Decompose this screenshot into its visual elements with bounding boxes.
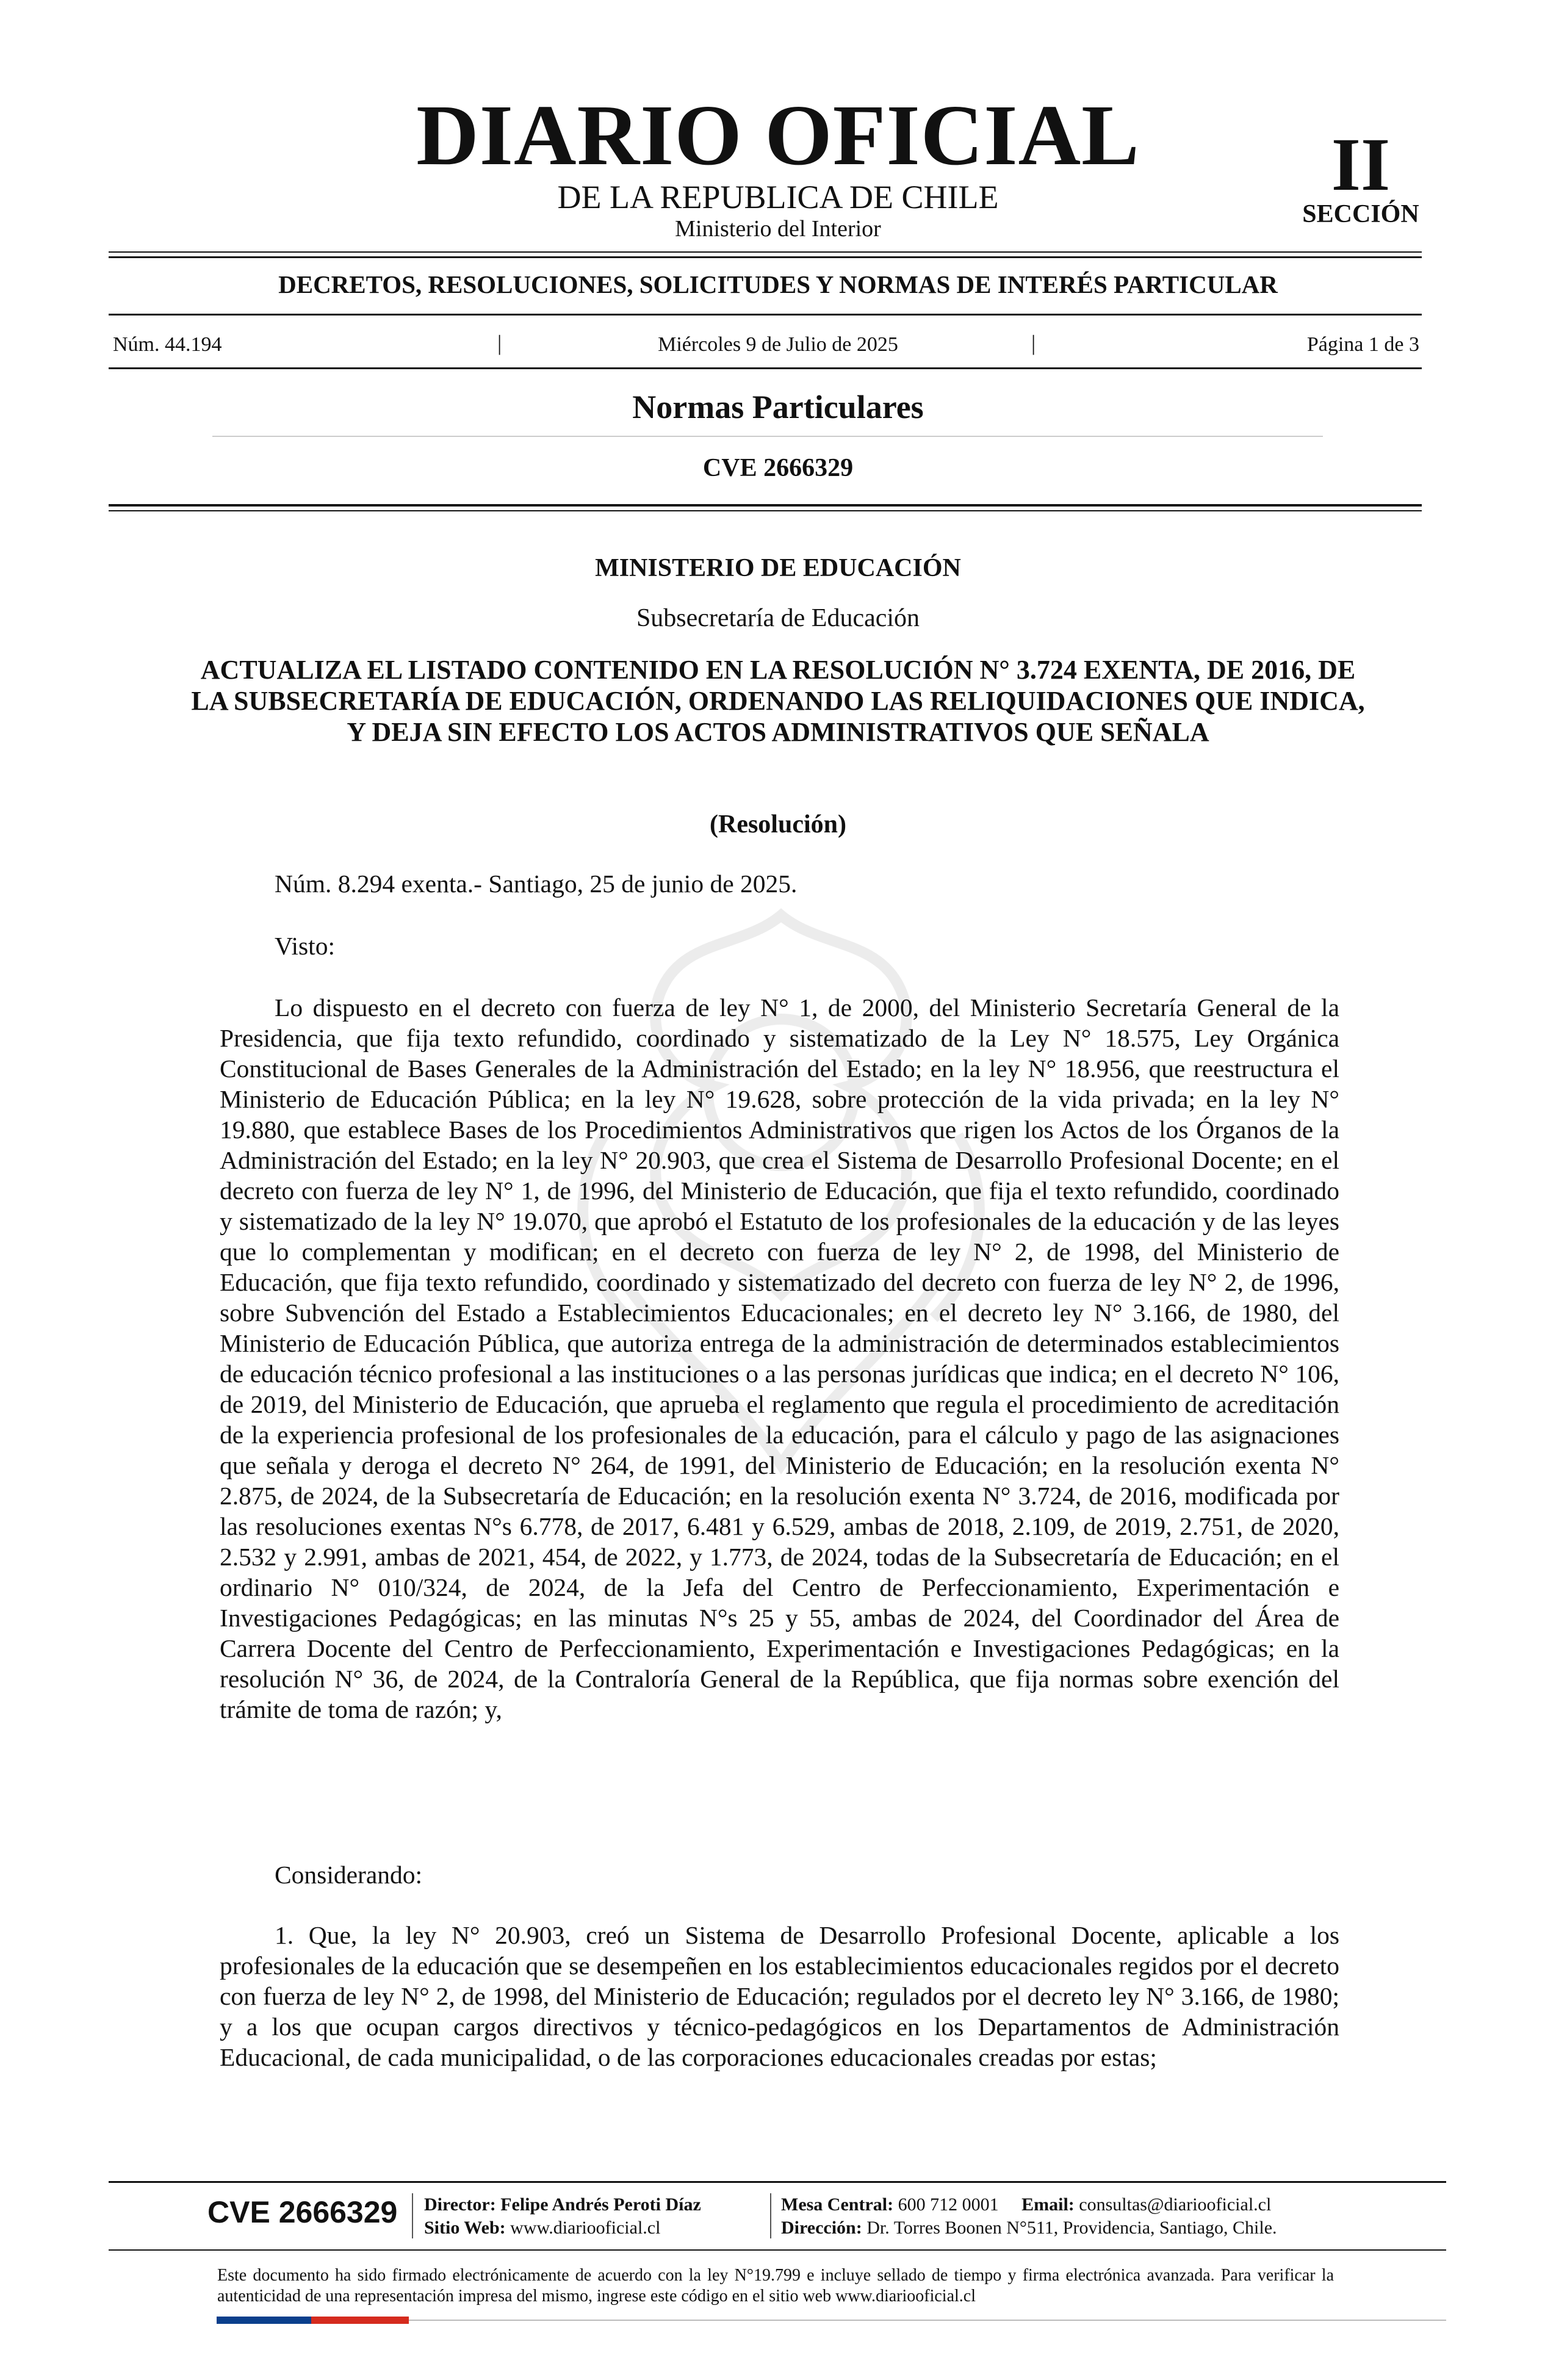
footer-address (781, 2216, 1277, 2240)
issue-separator: | (497, 331, 502, 355)
issue-rule (109, 367, 1422, 369)
normas-title: Normas Particulares (632, 389, 924, 425)
subsecretaria: Subsecretaría de Educación (636, 604, 920, 632)
footer-mesa-label: Mesa Central: (781, 2194, 894, 2215)
footer-director-name: Felipe Andrés Peroti Díaz (500, 2194, 701, 2215)
issue-number: Núm. 44.194 (113, 333, 222, 356)
normas-divider (212, 436, 1323, 437)
footer-separator (770, 2193, 771, 2238)
footer-website (424, 2216, 660, 2240)
footer-director (424, 2193, 701, 2216)
flag-stripe-blue (217, 2317, 311, 2324)
footer-address-value: Dr. Torres Boonen N°511, Providencia, Santiago, Chile. (866, 2218, 1277, 2238)
footer-mesa-value: 600 712 0001 (898, 2194, 999, 2215)
considerando-label: Considerando: (275, 1861, 423, 1889)
footer-website-label: Sitio Web: (424, 2218, 506, 2238)
footer-contact (781, 2193, 1271, 2216)
masthead-ministry: Ministerio del Interior (675, 216, 881, 242)
page-indicator: Página 1 de 3 (1306, 333, 1419, 356)
visto-paragraph: Lo dispuesto en el decreto con fuerza de ley N° 1, de 2000, del Ministerio Secretaría General de la Presidencia, que fija texto refundido, coordinado y sistematizado de la Ley N° 18.575, Ley Orgánica Constitucional de Bases Generales de la Administración del Estado; en la ley N° 18.956, que reestructura el Ministerio de Educación Pública; en la ley N° 19.628, sobre protección de la vida privada; en la ley N° 19.880, que establece Bases de los Procedimientos Administrativos que rigen los Actos de los Órganos de la Administración del Estado; en la ley N° 20.903, que crea el Sistema de Desarrollo Profesional Docente; en el decreto con fuerza de ley N° 1, de 1996, del Ministerio de Educación, que fija el texto refundido, coordinado y sistematizado de la ley N° 19.070, que aprobó el Estatuto de los profesionales de la educación y de las leyes que lo complementan y modifican; en el decreto con fuerza de ley N° 2, de 1998, del Ministerio de Educación, que fija texto refundido, coordinado y sistematizado del decreto con fuerza de ley N° 2, de 1996, sobre Subvención del Estado a Establecimientos Educacionales; en el decreto ley N° 3.166, de 1980, del Ministerio de Educación Pública, que autoriza entrega de la administración de determinados establecimientos de educación técnico profesional a las instituciones o a las personas jurídicas que indica; en el decreto N° 106, de 2019, del Ministerio de Educación, que aprueba el reglamento que regula el procedimiento de acreditación de la experiencia profesional de los profesionales de la educación, para el cálculo y pago de las asignaciones que señala y deroga el decreto N° 264, de 1991, del Ministerio de Educación; en la resolución exenta N° 2.875, de 2024, de la Subsecretaría de Educación; en la resolución exenta N° 3.724, de 2016, modificada por las resoluciones exentas N°s 6.778, de 2017, 6.481 y 6.529, ambas de 2018, 2.109, de 2019, 2.751, de 2020, 2.532 y 2.991, ambas de 2021, 454, de 2022, y 1.773, de 2024, todas de la Subsecretaría de Educación; en el ordinario N° 010/324, de 2024, de la Jefa del Centro de Perfeccionamiento, Experimentación e Investigaciones Pedagógicas; en las minutas N°s 25 y 55, ambas de 2024, del Coordinador del Área de Carrera Docente del Centro de Perfeccionamiento, Experimentación e Investigaciones Pedagógicas; en la resolución N° 36, de 2024, de la Contraloría General de la República, que fija normas sobre exención del trámite de toma de razón; y, (220, 993, 1339, 1723)
considerando-paragraph-1: 1. Que, la ley N° 20.903, creó un Sistema de Desarrollo Profesional Docente, aplicable a los profesionales de la educación que se desempeñen en los establecimientos educacionales regidos por el decreto con fuerza de ley N° 2, de 1998, del Ministerio de Educación; regulados por el decreto ley N° 3.166, de 1980; y a los que ocupan cargos directivos y técnico-pedagógicos en los Departamentos de Administración Educacional, de cada municipalidad, o de las corporaciones educacionales creadas por estas; (220, 1921, 1339, 2071)
issue-date: Miércoles 9 de Julio de 2025 (658, 333, 898, 356)
flag-stripe-red (311, 2317, 409, 2324)
footer-separator (412, 2193, 413, 2238)
masthead-rule-double (109, 256, 1422, 258)
header-bottom-rule-thin (109, 510, 1422, 511)
footer-email-link[interactable]: consultas@diariooficial.cl (1079, 2194, 1272, 2215)
resolution-number: Núm. 8.294 exenta.- Santiago, 25 de junio de 2025. (275, 870, 798, 898)
footer-email-label: Email: (1021, 2194, 1075, 2215)
footer-address-label: Dirección: (781, 2218, 862, 2238)
masthead-title: DIARIO OFICIAL (416, 87, 1140, 183)
footer-signature-note: Este documento ha sido firmado electrónicamente de acuerdo con la ley N°19.799 e incluye sellado de tiempo y firma electrónica avanzada. Para verificar la autenticidad de una representación impresa del mismo, ingrese este código en el sitio web www.diariooficial.cl (217, 2266, 1334, 2306)
footer-website-link[interactable]: www.diariooficial.cl (510, 2218, 661, 2238)
section-label: SECCIÓN (1302, 200, 1419, 228)
resolution-headline: ACTUALIZA EL LISTADO CONTENIDO EN LA RESOLUCIÓN N° 3.724 EXENTA, DE 2016, DE LA SUBSECRETARÍA DE EDUCACIÓN, ORDENANDO LAS RELIQUIDACIONES QUE INDICA, Y DEJA SIN EFECTO LOS ACTOS ADMINISTRATIVOS QUE SEÑALA (191, 655, 1365, 747)
section-number: II (1331, 123, 1391, 206)
visto-label: Visto: (275, 932, 335, 960)
masthead-subtitle: DE LA REPUBLICA DE CHILE (557, 179, 999, 215)
issue-separator: | (1031, 331, 1036, 355)
section-banner: DECRETOS, RESOLUCIONES, SOLICITUDES Y NORMAS DE INTERÉS PARTICULAR (278, 270, 1278, 298)
masthead-rule-top (109, 251, 1422, 253)
flag-stripe-line (409, 2320, 1446, 2321)
header-bottom-rule (109, 504, 1422, 507)
ministry-name: MINISTERIO DE EDUCACIÓN (595, 554, 961, 582)
resolution-label: (Resolución) (710, 810, 846, 838)
footer-cve-code: CVE 2666329 (207, 2195, 398, 2229)
footer-rule-top (109, 2181, 1446, 2183)
footer-director-label: Director: (424, 2194, 496, 2215)
footer-rule-bottom (109, 2249, 1446, 2251)
cve-code: CVE 2666329 (702, 454, 854, 482)
banner-rule (109, 314, 1422, 316)
